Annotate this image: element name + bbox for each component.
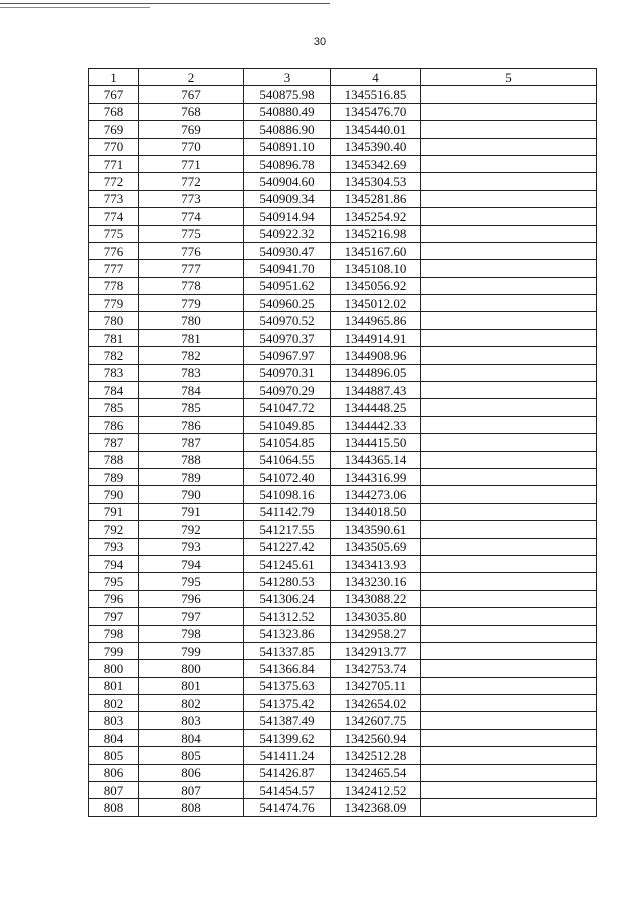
cell-x-coordinate: 541426.87 [244,764,331,781]
header-row [89,69,597,86]
cell-x-coordinate: 541049.85 [244,416,331,433]
cell-y-coordinate: 1342753.74 [331,660,421,677]
table-row [89,712,597,729]
cell-y-coordinate: 1345476.70 [331,103,421,120]
cell-x-coordinate: 540970.29 [244,382,331,399]
cell-note [421,625,597,642]
table-row [89,486,597,503]
cell-note [421,764,597,781]
cell-point-number: 804 [89,729,139,746]
cell-point-id: 791 [139,503,244,520]
cell-point-number: 800 [89,660,139,677]
cell-point-id: 797 [139,608,244,625]
cell-point-id: 767 [139,86,244,103]
cell-y-coordinate: 1344442.33 [331,416,421,433]
table-header [89,69,597,86]
table-row [89,747,597,764]
table-row [89,364,597,381]
cell-y-coordinate: 1343590.61 [331,521,421,538]
cell-y-coordinate: 1345342.69 [331,155,421,172]
cell-point-number: 798 [89,625,139,642]
cell-note [421,173,597,190]
cell-point-id: 787 [139,434,244,451]
cell-point-id: 784 [139,382,244,399]
cell-point-number: 793 [89,538,139,555]
cell-y-coordinate: 1345516.85 [331,86,421,103]
cell-point-number: 767 [89,86,139,103]
cell-x-coordinate: 541375.42 [244,695,331,712]
cell-x-coordinate: 540904.60 [244,173,331,190]
cell-x-coordinate: 541399.62 [244,729,331,746]
cell-x-coordinate: 541245.61 [244,555,331,572]
cell-x-coordinate: 541454.57 [244,782,331,799]
cell-point-number: 791 [89,503,139,520]
cell-point-number: 772 [89,173,139,190]
cell-x-coordinate: 541366.84 [244,660,331,677]
cell-point-number: 768 [89,103,139,120]
table-row [89,573,597,590]
cell-note [421,86,597,103]
cell-point-id: 772 [139,173,244,190]
cell-y-coordinate: 1342465.54 [331,764,421,781]
cell-note [421,399,597,416]
table-row [89,242,597,259]
cell-point-number: 805 [89,747,139,764]
cell-point-id: 801 [139,677,244,694]
cell-point-number: 775 [89,225,139,242]
table-row [89,695,597,712]
cell-point-id: 786 [139,416,244,433]
header-col-3: 3 [244,69,331,86]
cell-point-number: 788 [89,451,139,468]
cell-y-coordinate: 1342368.09 [331,799,421,816]
table-row [89,260,597,277]
table-row [89,208,597,225]
cell-point-number: 769 [89,121,139,138]
cell-point-number: 783 [89,364,139,381]
cell-x-coordinate: 540951.62 [244,277,331,294]
cell-x-coordinate: 541306.24 [244,590,331,607]
cell-note [421,208,597,225]
cell-y-coordinate: 1345012.02 [331,295,421,312]
cell-y-coordinate: 1345254.92 [331,208,421,225]
cell-point-id: 792 [139,521,244,538]
cell-point-id: 774 [139,208,244,225]
cell-point-number: 782 [89,347,139,364]
cell-point-number: 806 [89,764,139,781]
cell-note [421,712,597,729]
cell-y-coordinate: 1344965.86 [331,312,421,329]
cell-y-coordinate: 1344018.50 [331,503,421,520]
cell-y-coordinate: 1344365.14 [331,451,421,468]
cell-x-coordinate: 540970.31 [244,364,331,381]
top-rule-secondary [0,7,150,8]
cell-note [421,608,597,625]
cell-point-id: 804 [139,729,244,746]
cell-note [421,451,597,468]
header-col-1: 1 [89,69,139,86]
cell-x-coordinate: 540914.94 [244,208,331,225]
cell-x-coordinate: 540970.52 [244,312,331,329]
cell-point-id: 799 [139,642,244,659]
cell-y-coordinate: 1344448.25 [331,399,421,416]
table-row [89,86,597,103]
top-rule [0,3,330,4]
cell-x-coordinate: 541280.53 [244,573,331,590]
cell-point-id: 798 [139,625,244,642]
cell-x-coordinate: 540970.37 [244,329,331,346]
cell-point-id: 805 [139,747,244,764]
coordinates-table [88,68,597,817]
cell-note [421,642,597,659]
cell-x-coordinate: 540880.49 [244,103,331,120]
table-row [89,225,597,242]
cell-point-id: 802 [139,695,244,712]
table-row [89,103,597,120]
cell-point-number: 786 [89,416,139,433]
cell-y-coordinate: 1344896.05 [331,364,421,381]
cell-x-coordinate: 541375.63 [244,677,331,694]
cell-point-id: 808 [139,799,244,816]
cell-point-number: 774 [89,208,139,225]
cell-note [421,312,597,329]
cell-x-coordinate: 541387.49 [244,712,331,729]
cell-point-id: 794 [139,555,244,572]
table-row [89,277,597,294]
cell-point-number: 781 [89,329,139,346]
cell-x-coordinate: 541098.16 [244,486,331,503]
cell-note [421,468,597,485]
table-row [89,729,597,746]
cell-note [421,329,597,346]
cell-x-coordinate: 540875.98 [244,86,331,103]
cell-note [421,521,597,538]
cell-point-number: 807 [89,782,139,799]
cell-point-id: 770 [139,138,244,155]
cell-y-coordinate: 1345056.92 [331,277,421,294]
cell-point-number: 780 [89,312,139,329]
cell-y-coordinate: 1344887.43 [331,382,421,399]
cell-y-coordinate: 1342607.75 [331,712,421,729]
cell-note [421,434,597,451]
cell-point-number: 771 [89,155,139,172]
table-row [89,382,597,399]
cell-point-id: 790 [139,486,244,503]
table-row [89,608,597,625]
cell-y-coordinate: 1345304.53 [331,173,421,190]
cell-note [421,660,597,677]
table-row [89,503,597,520]
cell-point-id: 777 [139,260,244,277]
cell-y-coordinate: 1344908.96 [331,347,421,364]
cell-x-coordinate: 541072.40 [244,468,331,485]
cell-point-id: 793 [139,538,244,555]
cell-y-coordinate: 1345167.60 [331,242,421,259]
table-row [89,538,597,555]
header-col-2: 2 [139,69,244,86]
cell-x-coordinate: 541217.55 [244,521,331,538]
cell-point-id: 776 [139,242,244,259]
cell-point-number: 785 [89,399,139,416]
cell-x-coordinate: 541337.85 [244,642,331,659]
cell-y-coordinate: 1342705.11 [331,677,421,694]
cell-y-coordinate: 1345440.01 [331,121,421,138]
cell-x-coordinate: 541054.85 [244,434,331,451]
cell-note [421,190,597,207]
cell-point-number: 808 [89,799,139,816]
cell-x-coordinate: 540886.90 [244,121,331,138]
cell-note [421,555,597,572]
cell-point-id: 800 [139,660,244,677]
cell-note [421,225,597,242]
table-row [89,660,597,677]
cell-point-number: 777 [89,260,139,277]
cell-y-coordinate: 1343230.16 [331,573,421,590]
cell-x-coordinate: 541227.42 [244,538,331,555]
cell-note [421,155,597,172]
cell-note [421,103,597,120]
table-row [89,625,597,642]
cell-x-coordinate: 540960.25 [244,295,331,312]
table-row [89,451,597,468]
cell-point-id: 771 [139,155,244,172]
cell-point-number: 797 [89,608,139,625]
cell-point-id: 803 [139,712,244,729]
cell-point-id: 775 [139,225,244,242]
table-row [89,416,597,433]
table-row [89,399,597,416]
cell-y-coordinate: 1342412.52 [331,782,421,799]
cell-y-coordinate: 1345390.40 [331,138,421,155]
table-row [89,782,597,799]
cell-x-coordinate: 540896.78 [244,155,331,172]
cell-point-id: 788 [139,451,244,468]
cell-x-coordinate: 541474.76 [244,799,331,816]
cell-note [421,486,597,503]
table-row [89,190,597,207]
cell-point-id: 783 [139,364,244,381]
cell-point-number: 787 [89,434,139,451]
cell-x-coordinate: 540967.97 [244,347,331,364]
cell-note [421,799,597,816]
cell-note [421,277,597,294]
cell-point-id: 785 [139,399,244,416]
cell-point-id: 773 [139,190,244,207]
cell-note [421,295,597,312]
cell-note [421,695,597,712]
cell-x-coordinate: 541312.52 [244,608,331,625]
cell-point-id: 780 [139,312,244,329]
cell-x-coordinate: 541411.24 [244,747,331,764]
cell-y-coordinate: 1343035.80 [331,608,421,625]
cell-point-number: 770 [89,138,139,155]
cell-y-coordinate: 1343505.69 [331,538,421,555]
cell-note [421,364,597,381]
cell-point-id: 796 [139,590,244,607]
cell-point-id: 795 [139,573,244,590]
table-row [89,347,597,364]
cell-y-coordinate: 1342913.77 [331,642,421,659]
cell-point-number: 778 [89,277,139,294]
cell-point-id: 769 [139,121,244,138]
cell-point-number: 789 [89,468,139,485]
cell-note [421,729,597,746]
table-row [89,677,597,694]
table-row [89,173,597,190]
cell-point-number: 802 [89,695,139,712]
cell-note [421,260,597,277]
cell-y-coordinate: 1343413.93 [331,555,421,572]
cell-x-coordinate: 540922.32 [244,225,331,242]
cell-point-number: 803 [89,712,139,729]
table-row [89,642,597,659]
cell-x-coordinate: 541047.72 [244,399,331,416]
table-row [89,468,597,485]
cell-point-number: 779 [89,295,139,312]
table-row [89,590,597,607]
cell-y-coordinate: 1342560.94 [331,729,421,746]
table-body [89,86,597,816]
table-row [89,764,597,781]
cell-point-id: 768 [139,103,244,120]
cell-point-number: 801 [89,677,139,694]
cell-y-coordinate: 1345281.86 [331,190,421,207]
table-row [89,521,597,538]
table-row [89,799,597,816]
table-row [89,121,597,138]
table-row [89,434,597,451]
cell-note [421,573,597,590]
table-row [89,312,597,329]
cell-note [421,138,597,155]
cell-point-number: 773 [89,190,139,207]
cell-point-id: 781 [139,329,244,346]
table-row [89,138,597,155]
cell-note [421,347,597,364]
cell-point-number: 795 [89,573,139,590]
table-row [89,329,597,346]
cell-x-coordinate: 541323.86 [244,625,331,642]
cell-note [421,590,597,607]
cell-point-id: 782 [139,347,244,364]
cell-x-coordinate: 540941.70 [244,260,331,277]
cell-y-coordinate: 1344914.91 [331,329,421,346]
cell-y-coordinate: 1343088.22 [331,590,421,607]
cell-note [421,677,597,694]
cell-note [421,121,597,138]
cell-x-coordinate: 541142.79 [244,503,331,520]
cell-note [421,782,597,799]
cell-note [421,503,597,520]
cell-note [421,416,597,433]
cell-y-coordinate: 1345216.98 [331,225,421,242]
cell-y-coordinate: 1344273.06 [331,486,421,503]
cell-note [421,747,597,764]
cell-point-number: 790 [89,486,139,503]
cell-note [421,382,597,399]
cell-point-number: 796 [89,590,139,607]
cell-y-coordinate: 1345108.10 [331,260,421,277]
cell-point-id: 807 [139,782,244,799]
table-row [89,295,597,312]
cell-y-coordinate: 1342958.27 [331,625,421,642]
cell-point-id: 779 [139,295,244,312]
cell-point-number: 784 [89,382,139,399]
table-row [89,555,597,572]
header-col-5: 5 [421,69,597,86]
cell-x-coordinate: 541064.55 [244,451,331,468]
cell-point-id: 789 [139,468,244,485]
cell-x-coordinate: 540891.10 [244,138,331,155]
cell-note [421,538,597,555]
cell-x-coordinate: 540909.34 [244,190,331,207]
cell-x-coordinate: 540930.47 [244,242,331,259]
cell-point-number: 792 [89,521,139,538]
table-row [89,155,597,172]
cell-y-coordinate: 1342512.28 [331,747,421,764]
cell-point-number: 794 [89,555,139,572]
cell-y-coordinate: 1344415.50 [331,434,421,451]
page-number: 30 [313,36,327,48]
cell-point-number: 776 [89,242,139,259]
cell-y-coordinate: 1342654.02 [331,695,421,712]
header-col-4: 4 [331,69,421,86]
cell-y-coordinate: 1344316.99 [331,468,421,485]
cell-point-id: 778 [139,277,244,294]
cell-point-number: 799 [89,642,139,659]
cell-point-id: 806 [139,764,244,781]
cell-note [421,242,597,259]
